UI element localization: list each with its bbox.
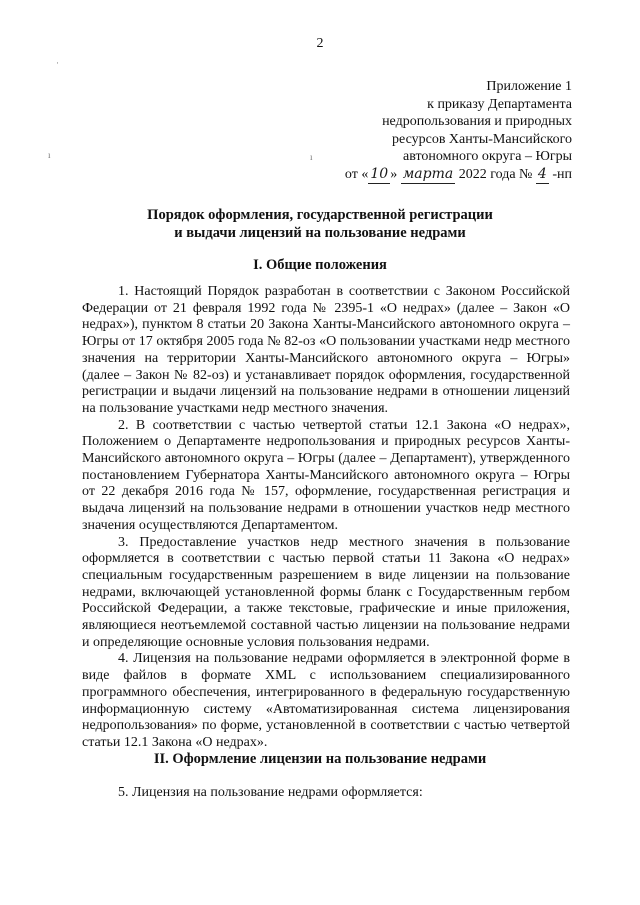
handwritten-month: марта xyxy=(401,166,456,185)
title-line-2: и выдачи лицензий на пользование недрами xyxy=(174,225,466,241)
paragraph-3: 3. Предоставление участков недр местного значения в пользование оформляется в соответствии с частью первой статьи 11 Закона «О недрах» специальным государственным разрешением в виде лицензии на пользование недрами, включающей установленной формы бланк с Государственным гербом Российской Федерации, а также текстовые, графические и иные приложения, являющиеся неотъемлемой составной частью лицензии на пользование недрами и определяющие основные условия пользования недрами. xyxy=(82,534,570,650)
paragraph-1: 1. Настоящий Порядок разработан в соответствии с Законом Российской Федерации от 21 февраля 1992 года № 2395-1 «О недрах» (далее – Закон «О недрах»), пунктом 8 статьи 20 Закона Ханты-Мансийского автономного округа – Югры от 17 октября 2005 года № 82-оз «О пользовании участками недр местного значения на территории Ханты-Мансийского автономного округа – Югры» (далее – Закон № 82-оз) и устанавливает порядок оформления, государственной регистрации и выдачи лицензий на пользование недрами в отношении лицензий на пользование участками недр местного значения. xyxy=(82,284,570,416)
handwritten-number: 4 xyxy=(536,166,549,185)
appendix-department: недропользования и природных xyxy=(382,114,572,129)
appendix-order: к приказу Департамента xyxy=(427,96,572,112)
handwritten-day: 10 xyxy=(368,166,390,185)
date-mid: » xyxy=(390,166,401,182)
appendix-resources: ресурсов Ханты-Мансийского xyxy=(392,131,572,147)
number-suffix: -нп xyxy=(548,166,572,182)
document-title xyxy=(0,206,640,242)
page-number: 2 xyxy=(316,36,324,51)
paragraph-2: 2. В соответствии с частью четвертой статьи 12.1 Закона «О недрах», Положением о Департаменте недропользования и природных ресурсов Ханты-Мансийского автономного округа – Югры (далее – Департамент), утвержденного постановлением Губернатора Ханты-Мансийского автономного округа – Югры от 22 декабря 2016 года № 157, оформление, государственная регистрация и выдача лицензий на пользование недрами в отношении участков недр местного значения осуществляются Департаментом. xyxy=(82,417,570,533)
section-2-heading: II. Оформление лицензии на пользование недрами xyxy=(153,751,487,767)
date-suffix: 2022 года № xyxy=(455,166,536,182)
section-1-heading: I. Общие положения xyxy=(253,257,387,273)
paragraph-5: 5. Лицензия на пользование недрами оформляется: xyxy=(118,785,423,800)
date-prefix: от « xyxy=(344,166,369,182)
scan-speck: · xyxy=(56,58,59,68)
appendix-title: Приложение 1 xyxy=(486,79,572,94)
appendix-region: автономного округа – Югры xyxy=(403,149,572,164)
appendix-block xyxy=(345,78,572,184)
appendix-date-line xyxy=(345,166,572,185)
scan-speck: ı xyxy=(310,152,313,162)
paragraph-4: 4. Лицензия на пользование недрами оформляется в электронной форме в виде файлов в формате XML с использованием специализированного программного обеспечения, интегрированного в федеральную государственную информационную систему «Автоматизированная система лицензирования недропользования» по форме, установленной в соответствии с частью четвертой статьи 12.1 Закона «О недрах». xyxy=(82,651,570,750)
body-text xyxy=(82,284,570,752)
scan-speck: ı xyxy=(48,150,51,160)
title-line-1: Порядок оформления, государственной регистрации xyxy=(147,207,493,223)
